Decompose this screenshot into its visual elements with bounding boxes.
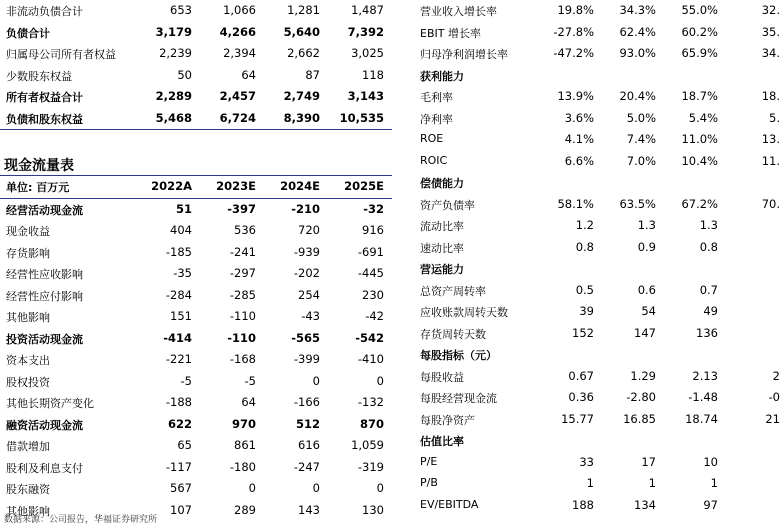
left-panel xyxy=(0,0,392,521)
cell-value: 151 xyxy=(170,309,192,323)
cell-value: 65 xyxy=(177,438,192,452)
ratio-row xyxy=(420,323,764,345)
cell-value: 6.6% xyxy=(564,153,594,168)
cashflow-row xyxy=(0,457,392,479)
row-label: 营业收入增长率 xyxy=(420,5,497,18)
row-label: 股利及利息支付 xyxy=(6,461,83,475)
row-label: 非流动负债合计 xyxy=(6,5,83,18)
cell-value: 39 xyxy=(579,304,594,318)
balance-row xyxy=(0,0,392,22)
row-label: 经营性应付影响 xyxy=(6,289,83,303)
cell-value: 33 xyxy=(579,454,594,469)
cell-value: -35 xyxy=(173,266,192,280)
cell-value: 1 xyxy=(586,476,594,490)
cell-value: -43 xyxy=(301,309,320,323)
cell-value: 49 xyxy=(703,304,718,318)
cell-value: 54 xyxy=(641,304,656,318)
cell-value: 7.4% xyxy=(626,132,656,146)
cell-value: 2,239 xyxy=(159,46,192,60)
cell-value: 1.3 xyxy=(699,218,718,232)
cell-value: 1 xyxy=(648,476,656,490)
cell-value: 0.5 xyxy=(575,282,594,297)
cashflow-row xyxy=(0,414,392,436)
cell-value: 64 xyxy=(241,395,256,409)
cell-value: -319 xyxy=(357,459,384,474)
cell-value: -565 xyxy=(291,330,320,345)
cell-value: 107 xyxy=(170,502,192,517)
ratio-row xyxy=(420,0,780,22)
cell-value: -110 xyxy=(229,309,256,323)
row-label: 归母净利润增长率 xyxy=(420,48,508,61)
cell-value: 10,535 xyxy=(339,110,384,125)
cell-value: 0.6 xyxy=(637,282,656,297)
cell-value: 58.1% xyxy=(557,196,594,211)
row-label: 营运能力 xyxy=(420,263,464,276)
ratio-row xyxy=(420,430,764,452)
cashflow-row xyxy=(0,435,392,457)
cell-value: 18.7% xyxy=(681,89,718,103)
cell-value: 35. xyxy=(761,24,780,39)
cell-value: 2,662 xyxy=(287,46,320,60)
cell-value: 970 xyxy=(231,416,256,431)
cell-value: -247 xyxy=(293,459,320,474)
balance-row xyxy=(0,108,392,131)
cell-value: -180 xyxy=(229,459,256,474)
cell-value: 616 xyxy=(298,438,320,452)
row-label: 速动比率 xyxy=(420,241,464,255)
cell-value: 861 xyxy=(234,438,256,452)
balance-sheet-tail xyxy=(0,0,392,130)
ratio-row xyxy=(420,22,780,44)
cell-value: 0 xyxy=(312,481,320,495)
cell-value: -42 xyxy=(365,309,384,323)
cashflow-row xyxy=(0,220,392,242)
cell-value: 3,143 xyxy=(347,89,384,103)
cell-value: 5. xyxy=(769,110,780,125)
cell-value: -210 xyxy=(291,201,320,216)
cell-value: 916 xyxy=(362,223,384,237)
row-label: ROIC xyxy=(420,153,448,167)
ratio-row xyxy=(420,473,764,495)
cell-value: 1.3 xyxy=(637,218,656,232)
cell-value: 512 xyxy=(295,416,320,431)
cell-value: 0 xyxy=(376,481,384,495)
cell-value: 11.0% xyxy=(681,132,718,146)
row-label: 投资活动现金流 xyxy=(6,332,83,346)
cell-value: -202 xyxy=(293,266,320,280)
cell-value: 70. xyxy=(761,196,780,211)
cell-value: 11. xyxy=(761,153,780,168)
row-label: 每股收益 xyxy=(420,370,464,384)
cell-value: 118 xyxy=(362,67,384,82)
cell-value: 5,640 xyxy=(283,24,320,39)
cell-value: 0 xyxy=(312,373,320,388)
cashflow-row xyxy=(0,349,392,371)
unit-label: 单位: 百万元 xyxy=(6,181,70,194)
cell-value: 1 xyxy=(710,476,718,490)
row-label: 负债和股东权益 xyxy=(6,112,83,126)
cell-value: 50 xyxy=(177,67,192,82)
right-panel xyxy=(420,0,780,516)
row-label: 获利能力 xyxy=(420,69,464,83)
cell-value: -1.48 xyxy=(688,390,718,404)
cell-value: 3,025 xyxy=(351,46,384,60)
cell-value: 0.8 xyxy=(699,239,718,254)
cell-value: -117 xyxy=(165,459,192,474)
row-label: 净利率 xyxy=(420,112,453,126)
row-label: 资本支出 xyxy=(6,354,50,367)
year-header-2: 2024E xyxy=(280,179,320,193)
cell-value: -542 xyxy=(355,330,384,345)
cell-value: -188 xyxy=(165,395,192,409)
row-label: EBIT 增长率 xyxy=(420,26,481,40)
ratio-row xyxy=(420,65,764,87)
cell-value: -399 xyxy=(293,352,320,366)
cell-value: 13.9% xyxy=(557,89,594,103)
cell-value: 0 xyxy=(248,481,256,495)
cell-value: -168 xyxy=(229,352,256,366)
year-header-3: 2025E xyxy=(344,179,384,193)
cell-value: 34.3% xyxy=(619,3,656,17)
cell-value: 63.5% xyxy=(619,196,656,211)
cell-value: 188 xyxy=(572,497,594,512)
cell-value: 67.2% xyxy=(681,196,718,211)
row-label: 应收账款周转天数 xyxy=(420,306,508,319)
cell-value: 254 xyxy=(298,287,320,302)
cell-value: -397 xyxy=(227,201,256,216)
cell-value: 152 xyxy=(572,325,594,340)
cell-value: 13. xyxy=(761,132,780,146)
cell-value: 147 xyxy=(634,325,656,340)
row-label: 股东融资 xyxy=(6,483,50,496)
cell-value: -285 xyxy=(229,287,256,302)
ratio-row xyxy=(420,366,780,388)
cell-value: -185 xyxy=(165,244,192,259)
cashflow-row xyxy=(0,306,392,328)
cashflow-row xyxy=(0,263,392,285)
cell-value: 5.0% xyxy=(626,110,656,125)
cell-value: 2.13 xyxy=(692,368,718,383)
ratio-row xyxy=(420,344,764,366)
cell-value: 404 xyxy=(170,223,192,237)
cell-value: -5 xyxy=(180,373,192,388)
row-label: P/B xyxy=(420,476,438,489)
section-spacer xyxy=(0,130,392,151)
balance-row xyxy=(0,65,392,87)
row-label: 每股经营现金流 xyxy=(420,392,497,405)
ratio-row xyxy=(420,387,780,409)
row-label: 每股指标（元） xyxy=(420,349,497,362)
cell-value: 18. xyxy=(761,89,780,103)
cell-value: 65.9% xyxy=(681,46,718,60)
cell-value: 1.2 xyxy=(575,218,594,232)
cell-value: 0.8 xyxy=(575,239,594,254)
row-label: 经营活动现金流 xyxy=(6,203,83,217)
ratio-row xyxy=(420,280,764,302)
cell-value: 64 xyxy=(241,67,256,82)
cashflow-row xyxy=(0,285,392,307)
ratio-row xyxy=(420,43,780,65)
cell-value: 653 xyxy=(170,3,192,17)
cell-value: -939 xyxy=(293,244,320,259)
cell-value: 1,487 xyxy=(351,3,384,17)
row-label: 其他影响 xyxy=(6,504,50,518)
cell-value: 60.2% xyxy=(681,24,718,39)
cashflow-row xyxy=(0,371,392,393)
cell-value: 55.0% xyxy=(681,3,718,17)
cell-value: -5 xyxy=(244,373,256,388)
ratio-row xyxy=(420,258,764,280)
cell-value: 21 xyxy=(765,411,780,426)
ratio-row xyxy=(420,129,780,151)
cell-value: 870 xyxy=(359,416,384,431)
row-label: 经营性应收影响 xyxy=(6,268,83,281)
cell-value: 0.7 xyxy=(699,282,718,297)
cell-value: 134 xyxy=(634,497,656,512)
cell-value: 7.0% xyxy=(626,153,656,168)
cell-value: -0 xyxy=(768,390,780,404)
cell-value: 1,281 xyxy=(287,3,320,17)
cell-value: 4,266 xyxy=(219,24,256,39)
cell-value: -27.8% xyxy=(553,24,594,39)
cell-value: 143 xyxy=(298,502,320,517)
cell-value: 10.4% xyxy=(681,153,718,168)
cell-value: 0.67 xyxy=(568,368,594,383)
cell-value: -445 xyxy=(357,266,384,280)
row-label: 归属母公司所有者权益 xyxy=(6,48,116,61)
cell-value: 7,392 xyxy=(347,24,384,39)
cell-value: 87 xyxy=(305,67,320,82)
cell-value: -32 xyxy=(363,201,384,216)
cell-value: 2,749 xyxy=(283,89,320,103)
cell-value: 567 xyxy=(170,481,192,495)
cashflow-header-row xyxy=(0,175,392,199)
cell-value: 3,179 xyxy=(155,24,192,39)
cell-value: 536 xyxy=(234,223,256,237)
cell-value: -297 xyxy=(229,266,256,280)
row-label: 估值比率 xyxy=(420,435,464,448)
ratios-table xyxy=(420,0,780,516)
row-label: 存货周转天数 xyxy=(420,327,486,341)
cell-value: 19.8% xyxy=(557,3,594,17)
row-label: 现金收益 xyxy=(6,225,50,238)
cashflow-row xyxy=(0,199,392,221)
cell-value: -221 xyxy=(165,352,192,366)
cell-value: 10 xyxy=(703,454,718,469)
row-label: 总资产周转率 xyxy=(420,284,486,298)
balance-row xyxy=(0,43,392,65)
cell-value: 34. xyxy=(761,46,780,60)
cell-value: 15.77 xyxy=(561,411,594,426)
row-label: 少数股东权益 xyxy=(6,69,72,83)
ratio-row xyxy=(420,194,780,216)
row-label: 其他长期资产变化 xyxy=(6,397,94,410)
row-label: 存货影响 xyxy=(6,246,50,260)
cell-value: 720 xyxy=(298,223,320,237)
cell-value: 2,394 xyxy=(223,46,256,60)
cell-value: -284 xyxy=(165,287,192,302)
ratio-row xyxy=(420,86,780,108)
row-label: 借款增加 xyxy=(6,440,50,453)
row-label: 偿债能力 xyxy=(420,177,464,190)
cashflow-section-title xyxy=(0,151,392,175)
cashflow-row xyxy=(0,328,392,350)
cell-value: -2.80 xyxy=(626,390,656,404)
row-label: 负债合计 xyxy=(6,26,50,40)
row-label: 每股净资产 xyxy=(420,413,475,427)
balance-row xyxy=(0,22,392,44)
cell-value: -132 xyxy=(357,395,384,409)
row-label: P/E xyxy=(420,454,438,468)
row-label: 融资活动现金流 xyxy=(6,418,83,432)
cell-value: 289 xyxy=(234,502,256,517)
row-label: 毛利率 xyxy=(420,91,453,104)
cashflow-row xyxy=(0,478,392,500)
cell-value: 0.9 xyxy=(637,239,656,254)
cell-value: 16.85 xyxy=(623,411,656,426)
row-label: ROE xyxy=(420,132,444,145)
cashflow-row xyxy=(0,392,392,414)
cell-value: 62.4% xyxy=(619,24,656,39)
row-label: EV/EBITDA xyxy=(420,497,479,511)
ratio-row xyxy=(420,172,764,194)
cashflow-title: 现金流量表 xyxy=(4,158,74,174)
cell-value: 2 xyxy=(772,368,780,383)
cell-value: -110 xyxy=(227,330,256,345)
cell-value: 1.29 xyxy=(630,368,656,383)
cell-value: 4.1% xyxy=(564,132,594,146)
ratio-row xyxy=(420,301,764,323)
row-label: 其他影响 xyxy=(6,311,50,324)
row-label: 资产负债率 xyxy=(420,198,475,212)
cell-value: 230 xyxy=(362,287,384,302)
cell-value: 622 xyxy=(167,416,192,431)
row-label: 所有者权益合计 xyxy=(6,91,83,104)
ratio-row xyxy=(420,452,764,474)
cell-value: 2,457 xyxy=(219,89,256,103)
ratio-row xyxy=(420,108,780,130)
cell-value: 136 xyxy=(696,325,718,340)
cell-value: 5,468 xyxy=(155,110,192,125)
cell-value: 93.0% xyxy=(619,46,656,60)
cell-value: 8,390 xyxy=(283,110,320,125)
cell-value: -47.2% xyxy=(553,46,594,60)
ratio-row xyxy=(420,409,780,431)
cell-value: 6,724 xyxy=(219,110,256,125)
cell-value: 2,289 xyxy=(155,89,192,103)
cell-value: 5.4% xyxy=(688,110,718,125)
cell-value: -410 xyxy=(357,352,384,366)
ratio-row xyxy=(420,237,764,259)
source-footnote: 数据来源：公司报告，华福证券研究所 xyxy=(4,515,158,525)
cashflow-table xyxy=(0,199,392,522)
cell-value: -241 xyxy=(229,244,256,259)
row-label: 流动比率 xyxy=(420,220,464,233)
cell-value: -691 xyxy=(357,244,384,259)
cell-value: 18.74 xyxy=(685,411,718,426)
cell-value: -166 xyxy=(293,395,320,409)
cell-value: 17 xyxy=(641,454,656,469)
cell-value: 0 xyxy=(376,373,384,388)
year-header-1: 2023E xyxy=(216,179,256,193)
cell-value: 3.6% xyxy=(564,110,594,125)
cell-value: 130 xyxy=(362,502,384,517)
cell-value: 32. xyxy=(761,3,780,17)
cell-value: 0.36 xyxy=(568,390,594,404)
cell-value: 1,066 xyxy=(223,3,256,17)
cashflow-row xyxy=(0,242,392,264)
year-header-0: 2022A xyxy=(151,179,192,193)
cell-value: 51 xyxy=(175,201,192,216)
balance-row xyxy=(0,86,392,108)
cell-value: 97 xyxy=(703,497,718,512)
ratio-row xyxy=(420,215,764,237)
cell-value: 20.4% xyxy=(619,89,656,103)
row-label: 股权投资 xyxy=(6,375,50,389)
ratio-row xyxy=(420,151,780,173)
cell-value: 1,059 xyxy=(351,438,384,452)
ratio-row xyxy=(420,495,764,517)
cell-value: -414 xyxy=(163,330,192,345)
